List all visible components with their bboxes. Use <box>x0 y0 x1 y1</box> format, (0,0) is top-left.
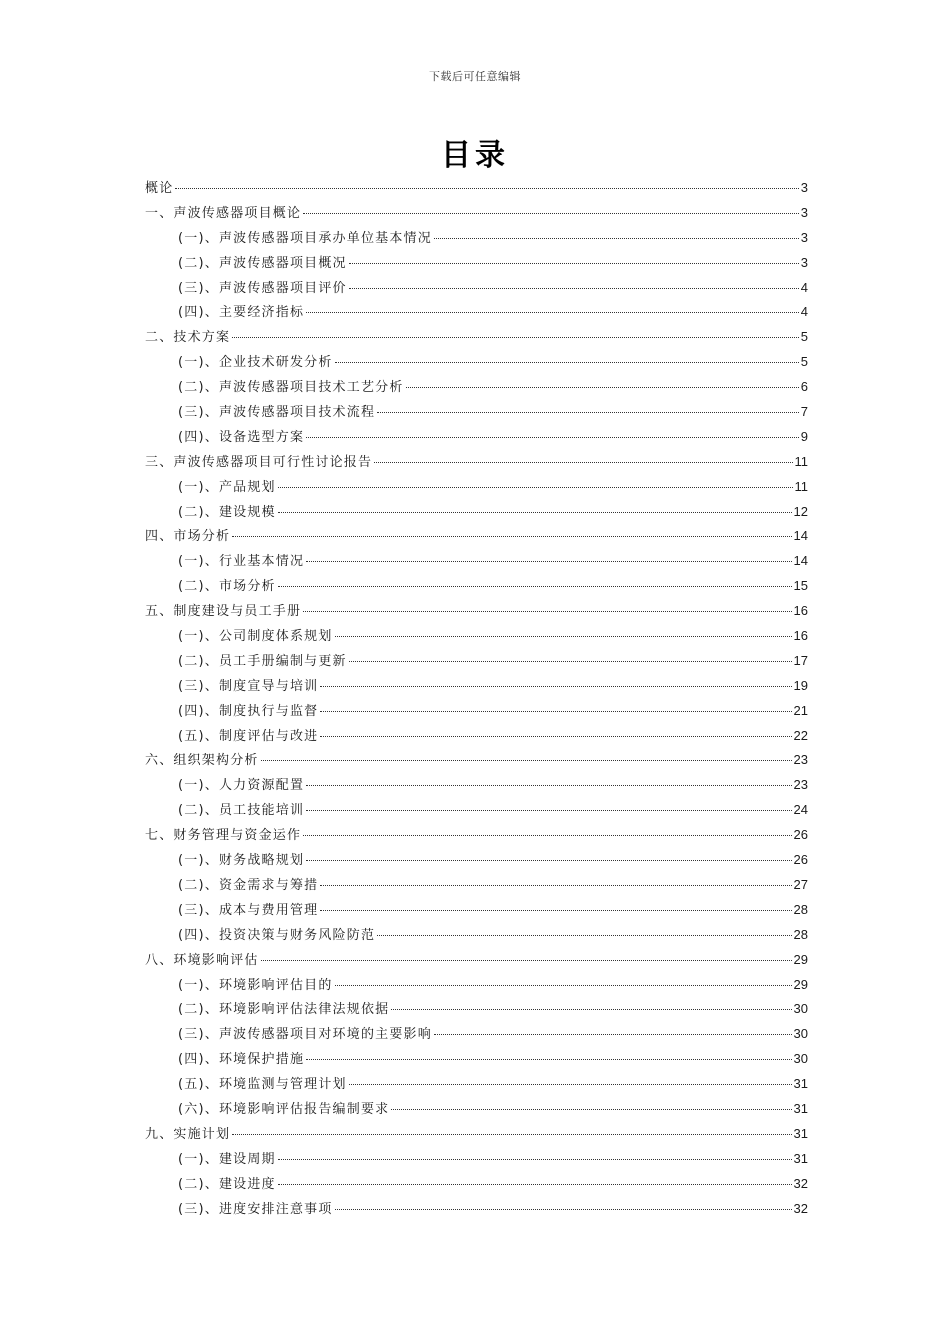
toc-dot-leader <box>232 1134 791 1135</box>
toc-dot-leader <box>320 711 791 712</box>
toc-page-number: 15 <box>793 578 808 594</box>
toc-entry[interactable] <box>145 201 808 226</box>
toc-page-number: 4 <box>800 279 808 295</box>
toc-entry-text: (四)、设备选型方案 <box>178 429 305 445</box>
toc-entry[interactable] <box>145 251 808 276</box>
toc-entry-text: (四)、投资决策与财务风险防范 <box>178 927 376 943</box>
toc-entry[interactable] <box>145 773 808 798</box>
toc-page-number: 27 <box>793 876 808 892</box>
toc-entry[interactable] <box>145 1147 808 1172</box>
toc-page-number: 22 <box>793 727 808 743</box>
toc-page-number: 31 <box>793 1125 808 1141</box>
toc-page-number: 26 <box>793 852 808 868</box>
toc-entry-text: (三)、声波传感器项目对环境的主要影响 <box>178 1027 432 1043</box>
toc-page-number: 16 <box>793 628 808 644</box>
toc-dot-leader <box>377 412 799 413</box>
header-note: 下载后可任意编辑 <box>429 70 521 83</box>
toc-dot-leader <box>306 860 791 861</box>
toc-dot-leader <box>306 437 799 438</box>
toc-entry-text: (五)、环境监测与管理计划 <box>178 1077 347 1093</box>
toc-dot-leader <box>320 736 791 737</box>
toc-entry-text: (三)、声波传感器项目评价 <box>178 280 347 296</box>
toc-dot-leader <box>261 960 792 961</box>
toc-page-number: 23 <box>793 752 808 768</box>
toc-entry[interactable] <box>145 1197 808 1222</box>
toc-entry[interactable] <box>145 325 808 350</box>
toc-dot-leader <box>306 1059 791 1060</box>
toc-entry[interactable] <box>145 276 808 301</box>
toc-dot-leader <box>406 387 799 388</box>
toc-entry-text: (三)、成本与费用管理 <box>178 902 319 918</box>
toc-entry[interactable] <box>145 898 808 923</box>
toc-entry[interactable] <box>145 649 808 674</box>
toc-entry[interactable] <box>145 350 808 375</box>
toc-entry-text: 五、制度建设与员工手册 <box>145 604 302 620</box>
toc-page-number: 14 <box>793 528 808 544</box>
toc-entry[interactable] <box>145 1172 808 1197</box>
toc-entry[interactable] <box>145 823 808 848</box>
toc-entry-text: (一)、人力资源配置 <box>178 778 305 794</box>
toc-page-number: 3 <box>800 180 808 195</box>
toc-entry-text: (三)、进度安排注意事项 <box>178 1201 333 1217</box>
toc-entry-text: (一)、环境影响评估目的 <box>178 977 333 993</box>
toc-page-number: 9 <box>800 428 808 444</box>
toc-dot-leader <box>232 536 791 537</box>
toc-entry-text: 二、技术方案 <box>145 330 231 346</box>
toc-page-number: 5 <box>800 354 808 370</box>
toc-entry[interactable] <box>145 176 808 201</box>
toc-dot-leader <box>303 213 799 214</box>
toc-entry-text: (一)、行业基本情况 <box>178 554 305 570</box>
toc-entry-text: (二)、建设进度 <box>178 1176 276 1192</box>
toc-dot-leader <box>306 312 799 313</box>
toc-entry-text: 七、财务管理与资金运作 <box>145 828 302 844</box>
toc-page-number: 3 <box>800 254 808 270</box>
toc-entry[interactable] <box>145 948 808 973</box>
toc-dot-leader <box>320 910 791 911</box>
toc-entry-text: 一、声波传感器项目概论 <box>145 205 302 221</box>
toc-page-number: 29 <box>793 951 808 967</box>
toc-dot-leader <box>278 512 792 513</box>
toc-page-number: 29 <box>793 976 808 992</box>
toc-title: 目录 <box>441 138 509 173</box>
toc-entry[interactable] <box>145 798 808 823</box>
toc-list <box>145 176 808 1221</box>
toc-dot-leader <box>349 288 799 289</box>
toc-page-number: 26 <box>793 827 808 843</box>
toc-page-number: 32 <box>793 1175 808 1191</box>
toc-entry[interactable] <box>145 524 808 549</box>
toc-entry[interactable] <box>145 873 808 898</box>
toc-entry-text: 概论 <box>145 181 174 196</box>
toc-dot-leader <box>335 362 799 363</box>
toc-entry-text: (二)、员工手册编制与更新 <box>178 653 347 669</box>
toc-entry[interactable] <box>145 375 808 400</box>
toc-dot-leader <box>377 935 791 936</box>
toc-page-number: 19 <box>793 677 808 693</box>
toc-dot-leader <box>175 188 798 189</box>
toc-entry[interactable] <box>145 1097 808 1122</box>
toc-entry-text: (二)、建设规模 <box>178 504 276 520</box>
toc-page-number: 28 <box>793 901 808 917</box>
toc-page-number: 32 <box>793 1200 808 1216</box>
toc-entry-text: (二)、员工技能培训 <box>178 803 305 819</box>
toc-dot-leader <box>278 487 793 488</box>
toc-page-number: 11 <box>794 453 808 469</box>
toc-entry-text: (四)、制度执行与监督 <box>178 703 319 719</box>
toc-dot-leader <box>374 462 792 463</box>
toc-entry-text: (二)、市场分析 <box>178 579 276 595</box>
toc-page-number: 21 <box>793 702 808 718</box>
toc-entry[interactable] <box>145 450 808 475</box>
toc-entry[interactable] <box>145 1122 808 1147</box>
toc-page-number: 31 <box>793 1100 808 1116</box>
toc-dot-leader <box>278 586 792 587</box>
toc-dot-leader <box>306 785 791 786</box>
toc-dot-leader <box>349 661 792 662</box>
toc-entry-text: 九、实施计划 <box>145 1126 231 1142</box>
toc-entry-text: (三)、声波传感器项目技术流程 <box>178 405 376 421</box>
toc-dot-leader <box>434 238 799 239</box>
toc-entry[interactable] <box>145 500 808 525</box>
toc-entry-text: (一)、财务战略规划 <box>178 853 305 869</box>
toc-page-number: 31 <box>793 1076 808 1092</box>
toc-page-number: 5 <box>800 329 808 345</box>
toc-entry[interactable] <box>145 724 808 749</box>
toc-entry[interactable] <box>145 848 808 873</box>
toc-page-number: 17 <box>793 652 808 668</box>
toc-entry-text: 八、环境影响评估 <box>145 952 259 968</box>
toc-dot-leader <box>434 1034 792 1035</box>
toc-entry[interactable] <box>145 1022 808 1047</box>
toc-dot-leader <box>391 1009 791 1010</box>
toc-entry-text: (一)、建设周期 <box>178 1151 276 1167</box>
toc-entry-text: (二)、声波传感器项目技术工艺分析 <box>178 380 404 396</box>
toc-page-number: 28 <box>793 926 808 942</box>
toc-entry[interactable] <box>145 425 808 450</box>
toc-page-number: 16 <box>793 603 808 619</box>
toc-dot-leader <box>320 885 791 886</box>
toc-dot-leader <box>278 1184 792 1185</box>
toc-page-number: 30 <box>793 1026 808 1042</box>
toc-page-number: 11 <box>794 478 808 494</box>
toc-entry-text: (四)、主要经济指标 <box>178 305 305 321</box>
toc-entry-text: (一)、公司制度体系规划 <box>178 629 333 645</box>
toc-entry[interactable] <box>145 748 808 773</box>
toc-entry[interactable] <box>145 574 808 599</box>
toc-page-number: 3 <box>800 229 808 245</box>
toc-dot-leader <box>335 1209 792 1210</box>
toc-dot-leader <box>303 611 791 612</box>
toc-entry[interactable] <box>145 674 808 699</box>
toc-page-number: 4 <box>800 304 808 320</box>
toc-entry[interactable] <box>145 549 808 574</box>
toc-dot-leader <box>278 1159 792 1160</box>
toc-dot-leader <box>306 561 791 562</box>
toc-entry-text: 六、组织架构分析 <box>145 753 259 769</box>
toc-entry-text: 三、声波传感器项目可行性讨论报告 <box>145 454 373 470</box>
toc-page-number: 23 <box>793 777 808 793</box>
toc-entry-text: (六)、环境影响评估报告编制要求 <box>178 1101 390 1117</box>
toc-entry[interactable] <box>145 599 808 624</box>
toc-entry[interactable] <box>145 300 808 325</box>
toc-dot-leader <box>349 1084 792 1085</box>
toc-entry-text: (二)、资金需求与筹措 <box>178 877 319 893</box>
toc-page-number: 31 <box>793 1150 808 1166</box>
toc-dot-leader <box>320 686 791 687</box>
toc-entry[interactable] <box>145 475 808 500</box>
toc-entry-text: (一)、企业技术研发分析 <box>178 355 333 371</box>
toc-dot-leader <box>303 835 791 836</box>
toc-entry-text: (一)、产品规划 <box>178 479 276 495</box>
toc-page-number: 14 <box>793 553 808 569</box>
toc-dot-leader <box>335 636 792 637</box>
toc-entry-text: (二)、环境影响评估法律法规依据 <box>178 1002 390 1018</box>
toc-page-number: 24 <box>793 802 808 818</box>
toc-dot-leader <box>232 337 799 338</box>
toc-page-number: 30 <box>793 1001 808 1017</box>
toc-entry-text: (一)、声波传感器项目承办单位基本情况 <box>178 230 432 246</box>
toc-entry[interactable] <box>145 624 808 649</box>
toc-entry-text: (二)、声波传感器项目概况 <box>178 255 347 271</box>
toc-entry[interactable] <box>145 1047 808 1072</box>
toc-dot-leader <box>306 810 791 811</box>
toc-entry-text: 四、市场分析 <box>145 529 231 545</box>
toc-dot-leader <box>335 985 792 986</box>
toc-dot-leader <box>261 760 792 761</box>
toc-dot-leader <box>391 1109 791 1110</box>
toc-entry[interactable] <box>145 400 808 425</box>
toc-entry-text: (三)、制度宣导与培训 <box>178 678 319 694</box>
toc-page-number: 3 <box>800 204 808 220</box>
toc-entry[interactable] <box>145 699 808 724</box>
toc-dot-leader <box>349 263 799 264</box>
toc-page-number: 30 <box>793 1051 808 1067</box>
toc-entry[interactable] <box>145 226 808 251</box>
toc-entry[interactable] <box>145 923 808 948</box>
toc-entry[interactable] <box>145 1072 808 1097</box>
toc-page-number: 6 <box>800 379 808 395</box>
toc-entry-text: (四)、环境保护措施 <box>178 1052 305 1068</box>
toc-page-number: 12 <box>793 503 808 519</box>
toc-entry[interactable] <box>145 997 808 1022</box>
toc-entry-text: (五)、制度评估与改进 <box>178 728 319 744</box>
toc-entry[interactable] <box>145 973 808 998</box>
toc-page-number: 7 <box>800 404 808 420</box>
